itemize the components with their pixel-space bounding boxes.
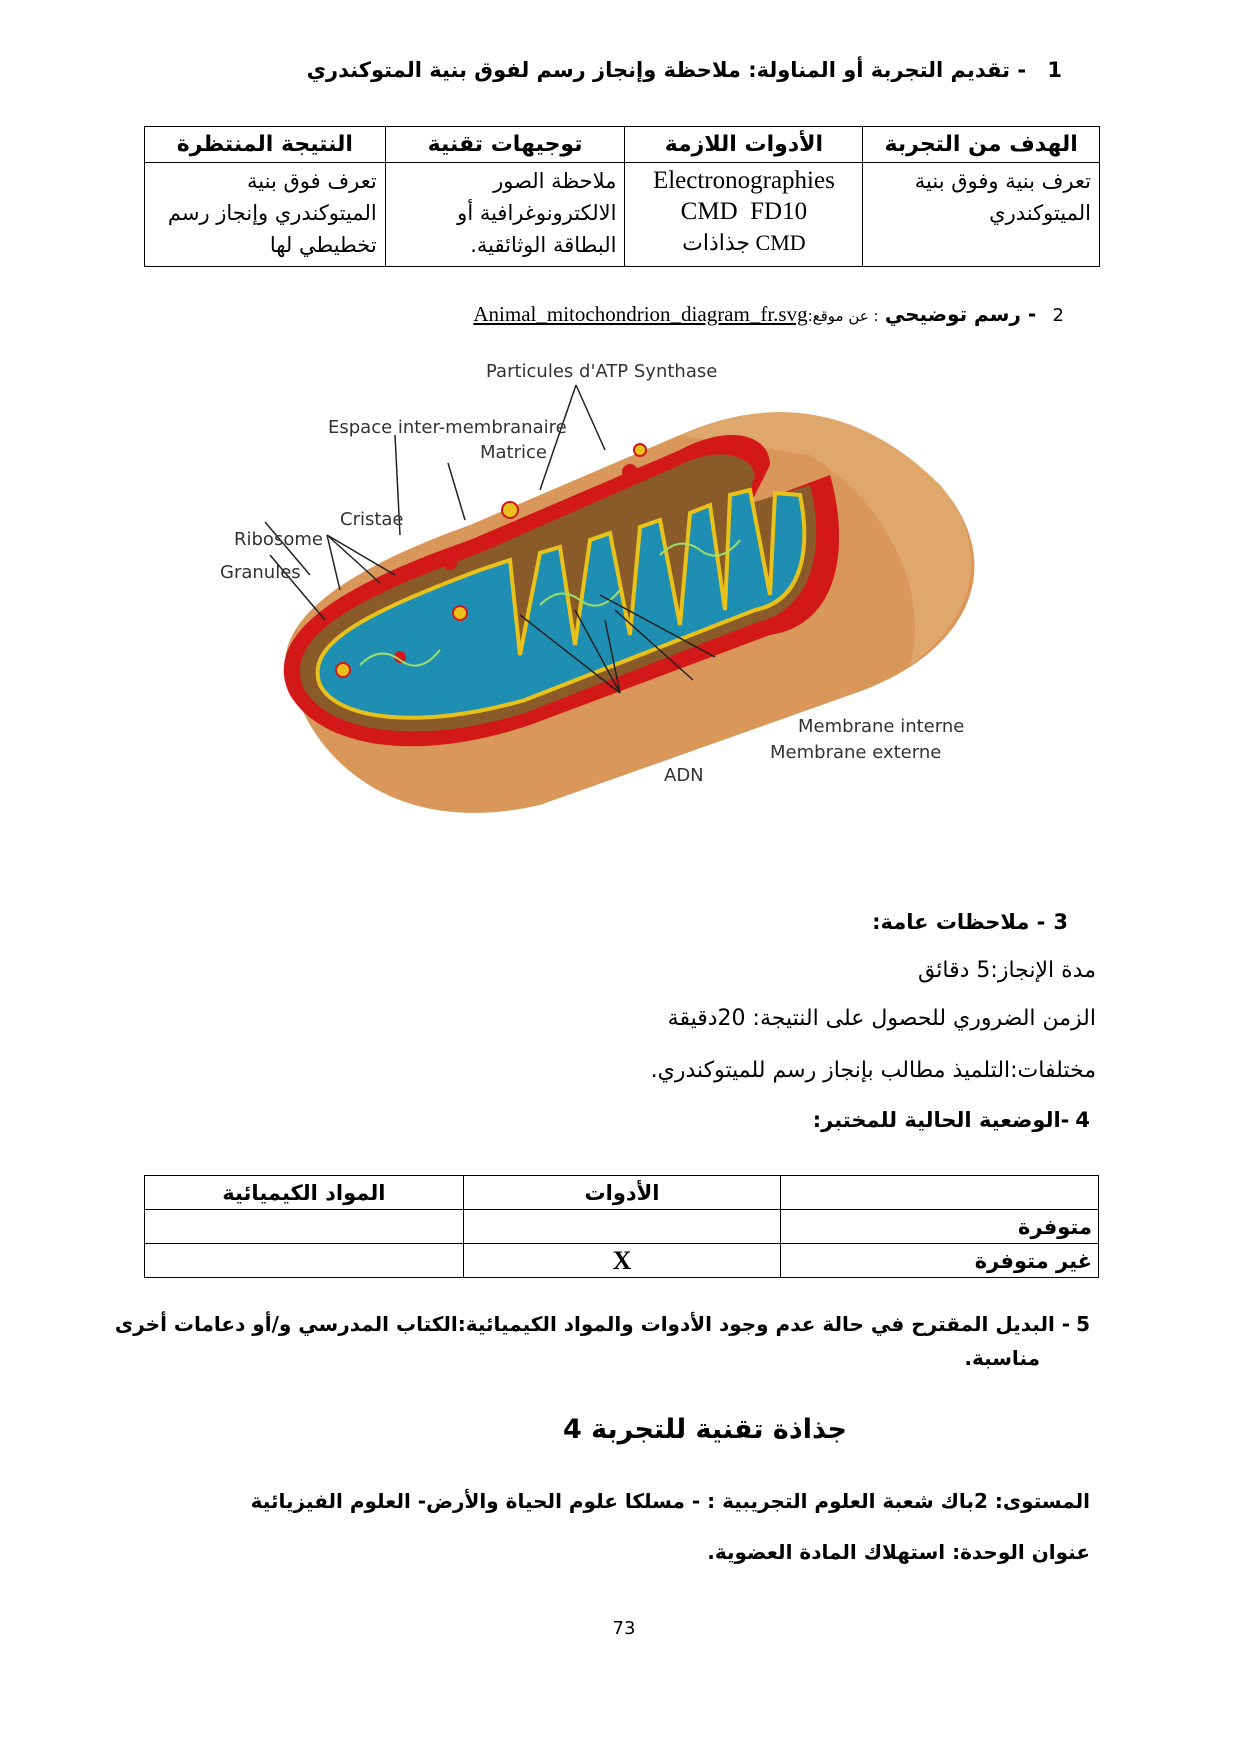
- section4-number: 4: [1075, 1108, 1090, 1132]
- header-guidance: توجيهات تقنية: [385, 127, 625, 163]
- section2-source-file: Animal_mitochondrion_diagram_fr.svg: [473, 302, 808, 326]
- page-heading: جذاذة تقنية للتجربة 4: [562, 1414, 848, 1445]
- section2-title: - رسم توضيحي: [884, 302, 1037, 326]
- experiment-table: [144, 126, 1100, 267]
- label-membrane-interne: Membrane interne: [798, 716, 965, 737]
- level-line: المستوى: 2باك شعبة العلوم التجريبية : - مسلكا علوم الحياة والأرض- العلوم الفيزيائية: [250, 1489, 1090, 1513]
- unit-line: عنوان الوحدة: استهلاك المادة العضوية.: [707, 1540, 1090, 1564]
- header-tools: الأدوات: [463, 1176, 781, 1210]
- header-tools: الأدوات اللازمة: [625, 127, 863, 163]
- section3-number: 3: [1053, 910, 1068, 934]
- header-chemicals: المواد الكيميائية: [145, 1176, 464, 1210]
- header-goal: الهدف من التجربة: [863, 127, 1100, 163]
- label-granules: Granules: [220, 562, 301, 583]
- section1-heading: [307, 58, 1062, 82]
- label-cristae: Cristae: [340, 509, 404, 530]
- section2-heading: [473, 302, 1064, 327]
- header-empty: [781, 1176, 1099, 1210]
- lab-status-row-unavailable: [145, 1244, 1099, 1278]
- section1-title: - تقديم التجربة أو المناولة: ملاحظة وإنجاز رسم لفوق بنية المتوكندري: [306, 58, 1027, 82]
- section5-line-1: [115, 1312, 1090, 1336]
- label-atp-synthase: Particules d'ATP Synthase: [486, 361, 718, 382]
- cell-tools: [625, 163, 863, 267]
- label-ribosome: Ribosome: [234, 529, 323, 550]
- label-matrice: Matrice: [480, 442, 547, 463]
- section3-heading: [872, 910, 1068, 934]
- cell-result: تعرف فوق بنية الميتوكندري وإنجاز رسم تخطيطي لها: [145, 163, 386, 267]
- section5-number: 5: [1076, 1312, 1090, 1336]
- section3-line-2: الزمن الضروري للحصول على النتيجة: 20دقيقة: [667, 1006, 1096, 1031]
- section2-source-prefix: : عن موقع:: [807, 307, 879, 325]
- experiment-table-row: [145, 163, 1100, 267]
- section3-line-3: مختلفات:التلميذ مطالب بإنجاز رسم للميتوكندري.: [650, 1058, 1096, 1083]
- experiment-table-header: [145, 127, 1100, 163]
- row-label-available: متوفرة: [781, 1210, 1099, 1244]
- section3-title: - ملاحظات عامة:: [872, 910, 1046, 934]
- available-chemicals: [145, 1210, 464, 1244]
- label-membrane-externe: Membrane externe: [770, 742, 942, 763]
- lab-status-table: [144, 1175, 1099, 1278]
- unavailable-chemicals: [145, 1244, 464, 1278]
- section4-heading: [813, 1108, 1090, 1132]
- section4-title: -الوضعية الحالية للمختبر:: [812, 1108, 1070, 1132]
- lab-status-header: [145, 1176, 1099, 1210]
- cell-goal: تعرف بنية وفوق بنية الميتوكندري: [863, 163, 1100, 267]
- unavailable-tools: X: [463, 1244, 781, 1278]
- section2-number: 2: [1052, 305, 1064, 326]
- mitochondrion-diagram: [210, 361, 1010, 835]
- row-label-unavailable: غير متوفرة: [781, 1244, 1099, 1278]
- cell-guidance: ملاحظة الصور الالكترونوغرافية أو البطاقة الوثائقية.: [385, 163, 625, 267]
- section5-text: - البديل المقترح في حالة عدم وجود الأدوات والمواد الكيميائية:الكتاب المدرسي و/أو دعامات أخرى: [114, 1312, 1071, 1336]
- section3-line-1: مدة الإنجاز:5 دقائق: [917, 958, 1096, 983]
- tools-line-1: Electronographies: [652, 167, 835, 194]
- section1-number: 1: [1047, 58, 1062, 82]
- lab-status-row-available: [145, 1210, 1099, 1244]
- page-number: 73: [612, 1618, 636, 1639]
- label-espace: Espace inter-membranaire: [328, 417, 567, 438]
- available-tools: [463, 1210, 781, 1244]
- tools-line-3: CMD جذاذات: [682, 230, 806, 255]
- section5-line-2: مناسبة.: [964, 1346, 1040, 1370]
- tools-line-2: CMD FD10: [680, 198, 808, 225]
- header-result: النتيجة المنتظرة: [145, 127, 386, 163]
- label-adn: ADN: [664, 765, 704, 786]
